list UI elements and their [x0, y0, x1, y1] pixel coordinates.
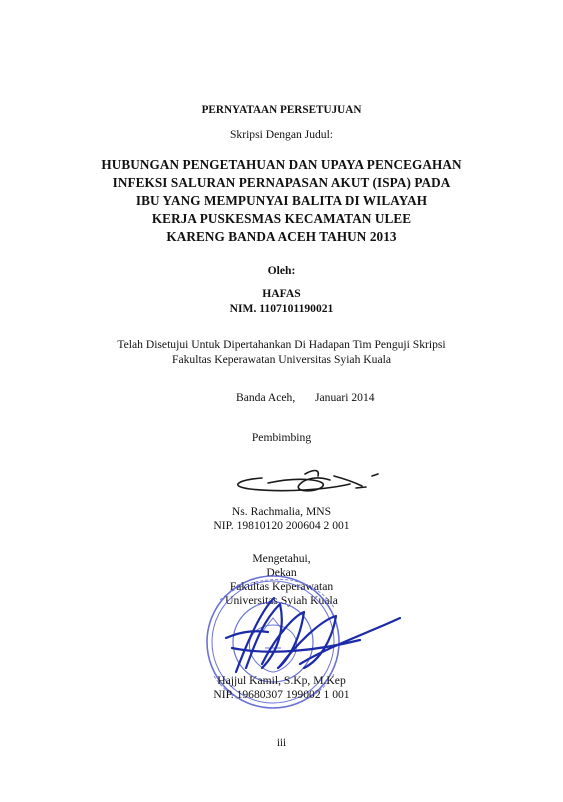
thesis-title-line-4: KERJA PUSKESMAS KECAMATAN ULEE — [151, 211, 412, 226]
faculty: Fakultas Keperawatan — [229, 580, 334, 593]
author-name: HAFAS — [262, 287, 301, 300]
thesis-title-line-5: KARENG BANDA ACEH TAHUN 2013 — [166, 229, 397, 244]
thesis-title-line-1: HUBUNGAN PENGETAHUAN DAN UPAYA PENCEGAHAN — [101, 157, 462, 172]
dean-name: Hajjul Kamil, S.Kp, M.Kep — [217, 674, 346, 687]
thesis-title-line-3: IBU YANG MEMPUNYAI BALITA DI WILAYAH — [135, 193, 428, 208]
dean-nip: NIP. 19680307 199002 1 001 — [213, 688, 350, 701]
heading: PERNYATAAN PERSETUJUAN — [201, 104, 362, 116]
university: Universitas Syiah Kuala — [225, 594, 338, 607]
supervisor-name: Ns. Rachmalia, MNS — [231, 505, 332, 518]
approval-line-2: Fakultas Keperawatan Universitas Syiah Kuala — [172, 353, 391, 366]
by-label: Oleh: — [267, 264, 296, 277]
place: Banda Aceh, — [236, 391, 296, 404]
subheading: Skripsi Dengan Judul: — [229, 128, 334, 141]
supervisor-role: Pembimbing — [251, 431, 312, 444]
thesis-title-line-2: INFEKSI SALURAN PERNAPASAN AKUT (ISPA) PADA — [112, 175, 451, 190]
acknowledged-label: Mengetahui, — [252, 552, 311, 565]
dean-role: Dekan — [266, 566, 297, 579]
author-nim: NIM. 1107101190021 — [229, 302, 334, 315]
supervisor-nip: NIP. 19810120 200604 2 001 — [213, 519, 350, 532]
approval-line-1: Telah Disetujui Untuk Dipertahankan Di Hadapan Tim Penguji Skripsi — [117, 338, 446, 351]
date: Januari 2014 — [315, 391, 375, 404]
page-number: iii — [276, 737, 287, 749]
